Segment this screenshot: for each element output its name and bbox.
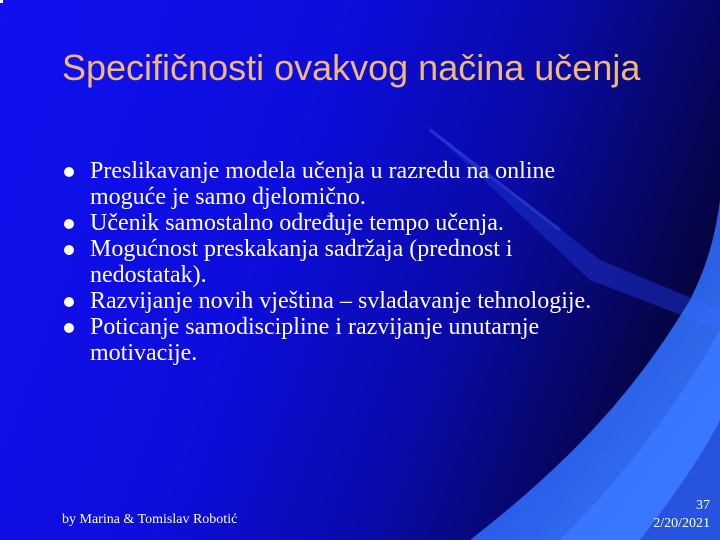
slide-title: Specifičnosti ovakvog načina učenja bbox=[62, 47, 641, 88]
bullet-dot-icon bbox=[64, 167, 74, 177]
footer-author: by Marina & Tomislav Robotić bbox=[62, 512, 238, 527]
footer-page-info bbox=[653, 497, 710, 533]
slide-date: 2/20/2021 bbox=[653, 516, 710, 531]
slide-number: 37 bbox=[696, 498, 710, 513]
bullet-item bbox=[62, 314, 622, 366]
bullet-text: Poticanje samodiscipline i razvijanje unutarnje motivacije. bbox=[90, 314, 540, 366]
bullet-item bbox=[62, 158, 622, 210]
bullet-list bbox=[62, 158, 622, 366]
bullet-item bbox=[62, 236, 622, 288]
bullet-dot-icon bbox=[64, 219, 74, 229]
bullet-text: Mogućnost preskakanja sadržaja (prednost i nedostatak). bbox=[90, 236, 513, 288]
bullet-item bbox=[62, 288, 622, 314]
bullet-text: Preslikavanje modela učenja u razredu na online moguće je samo djelomično. bbox=[90, 158, 556, 210]
bullet-text: Učenik samostalno određuje tempo učenja. bbox=[90, 210, 504, 236]
bullet-dot-icon bbox=[64, 297, 74, 307]
bullet-dot-icon bbox=[64, 245, 74, 255]
bullet-item bbox=[62, 210, 622, 236]
bullet-dot-icon bbox=[64, 323, 74, 333]
bullet-text: Razvijanje novih vještina – svladavanje tehnologije. bbox=[90, 288, 592, 314]
